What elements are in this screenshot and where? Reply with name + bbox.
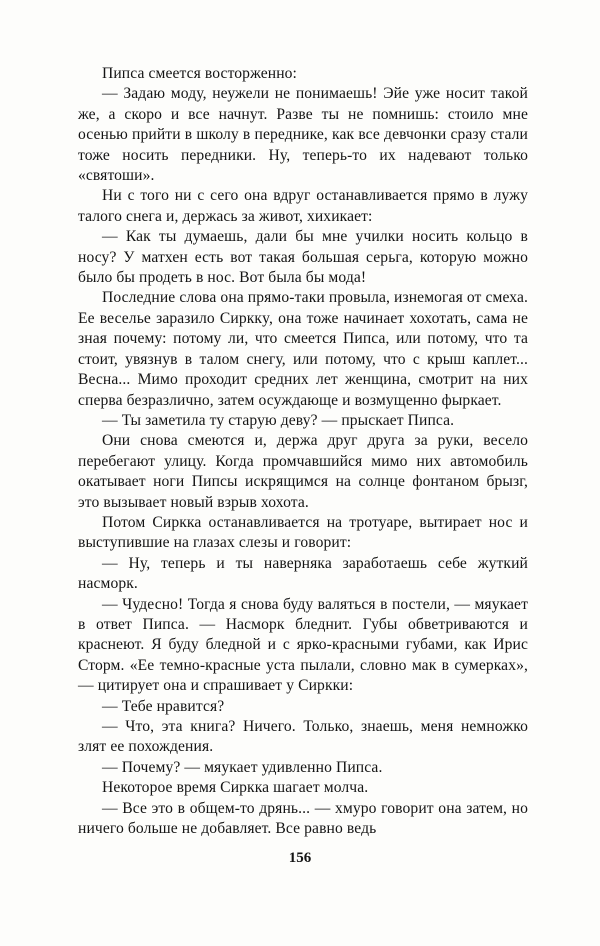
paragraph: — Ты заметила ту старую деву? — прыскает Пипса. — [102, 411, 455, 429]
paragraph: — Почему? — мяукает удивленно Пипса. — [102, 758, 383, 776]
paragraph: — Ну, теперь и ты наверняка заработаешь себе жуткий насморк. — [78, 554, 528, 593]
page-number: 156 — [288, 850, 312, 866]
paragraph: Некоторое время Сиркка шагает молча. — [102, 779, 369, 797]
paragraph: Они снова смеются и, держа друг друга за руки, весело перебегают улицу. Когда промчавшийся мимо них автомобиль окатывает ноги Пипсы искрящимся на солнце фонтаном брызг, это вызывает новый взрыв хохота. — [78, 432, 528, 511]
paragraph: — Как ты думаешь, дали бы мне училки носить кольцо в носу? У матхен есть вот такая большая серьга, которую можно было бы продеть в нос. Вот была бы мода! — [78, 228, 528, 287]
body-text — [78, 64, 528, 839]
paragraph: — Задаю моду, неужели не понимаешь! Эйе уже носит такой же, а скоро и все начнут. Разве ты не помнишь: стоило мне осенью прийти в школу в переднике, как все девчонки сразу стали тоже носить передники. Ну, теперь-то их надевают только «святоши». — [78, 85, 528, 185]
paragraph: Ни с того ни с сего она вдруг останавливается прямо в лужу талого снега и, держась за живот, хихикает: — [78, 187, 528, 225]
paragraph: — Что, эта книга? Ничего. Только, знаешь, меня немножко злят ее похождения. — [78, 718, 528, 756]
paragraph: Потом Сиркка останавливается на тротуаре, вытирает нос и выступившие на глазах слезы и говорит: — [78, 513, 528, 552]
paragraph: — Все это в общем-то дрянь... — хмуро говорит она затем, но ничего больше не добавляет. Все равно ведь — [78, 799, 528, 838]
paragraph: Пипса смеется восторженно: — [102, 65, 297, 82]
paragraph: — Чудесно! Тогда я снова буду валяться в постели, — мяукает в ответ Пипса. — Насморк бледнит. Губы обветриваются и краснеют. Я буду бледной и с ярко-красными губами, как Ирис Сторм. «Ее темно-красные уста пылали, словно мак в сумерках», — цитирует она и спрашивает у Сиркки: — [78, 595, 528, 695]
paragraph: — Тебе нравится? — [102, 697, 225, 715]
paragraph: Последние слова она прямо-таки провыла, изнемогая от смеха. Ее веселье заразило Сирккy, она тоже начинает хохотать, сама не зная почему: потому ли, что смеется Пипса, или потому, что та стоит, увязнув в талом снегу, или потому, что с крыш каплет... Весна... Мимо проходит средних лет женщина, смотрит на них сперва безразлично, затем осуждающе и возмущенно фыркает. — [78, 289, 528, 409]
